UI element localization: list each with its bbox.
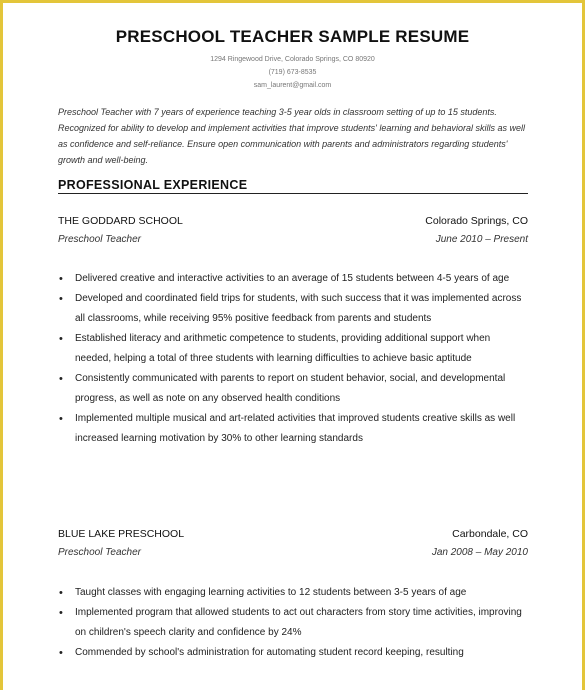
list-item: • Delivered creative and interactive activities to an average of 15 students between 4-5 years of age [58,269,528,289]
job-location: Colorado Springs, CO [425,215,528,227]
job-location: Carbondale, CO [452,528,528,540]
list-item: • Consistently communicated with parents to report on student behavior, social, and developmental progress, as well as note on any observed health conditions [58,369,528,409]
list-item: • Established literacy and arithmetic competence to students, providing additional support when needed, helping a total of three students with learning difficulties to achieve basic aptitude [58,329,528,369]
job-subheader [58,547,528,558]
section-heading-experience: PROFESSIONAL EXPERIENCE [58,178,528,194]
job-header [58,528,528,540]
job-subheader [58,234,528,245]
job-bullets [58,583,528,663]
list-item: • Developed and coordinated field trips for students, with such success that it was implemented across all classrooms, while receiving 95% positive feedback from parents and students [58,289,528,329]
list-item: • Commended by school's administration for automating student record keeping, resulting [58,643,528,663]
employer-name: BLUE LAKE PRESCHOOL [58,528,185,540]
job-header [58,215,528,227]
job-role: Preschool Teacher [58,234,142,245]
employer-name: THE GODDARD SCHOOL [58,215,183,227]
resume-page [3,3,582,690]
contact-address: 1294 Ringewood Drive, Colorado Springs, CO 80920 [210,56,375,63]
job-dates: June 2010 – Present [435,234,528,245]
resume-title: PRESCHOOL TEACHER SAMPLE RESUME [115,27,470,46]
job-role: Preschool Teacher [58,547,142,558]
contact-email[interactable]: sam_laurent@gmail.com [253,82,332,89]
professional-summary: Preschool Teacher with 7 years of experience teaching 3-5 year olds in classroom setting of up to 15 students. Recognized for ability to develop and implement activities that improve students' learning and behavioral skills as well as confidence and self-reliance. Ensure open communication with parents and administrators regarding students' growth and well-being. [58,107,525,165]
list-item: • Implemented program that allowed students to act out characters from story time activities, improving on children's speech clarity and confidence by 24% [58,603,528,643]
list-item: • Implemented multiple musical and art-related activities that improved students creative skills as well increased learning motivation by 30% to other learning standards [58,409,528,449]
contact-phone: (719) 673-8535 [268,69,317,76]
job-bullets [58,269,528,449]
job-dates: Jan 2008 – May 2010 [431,547,528,558]
list-item: • Taught classes with engaging learning activities to 12 students between 3-5 years of age [58,583,528,603]
